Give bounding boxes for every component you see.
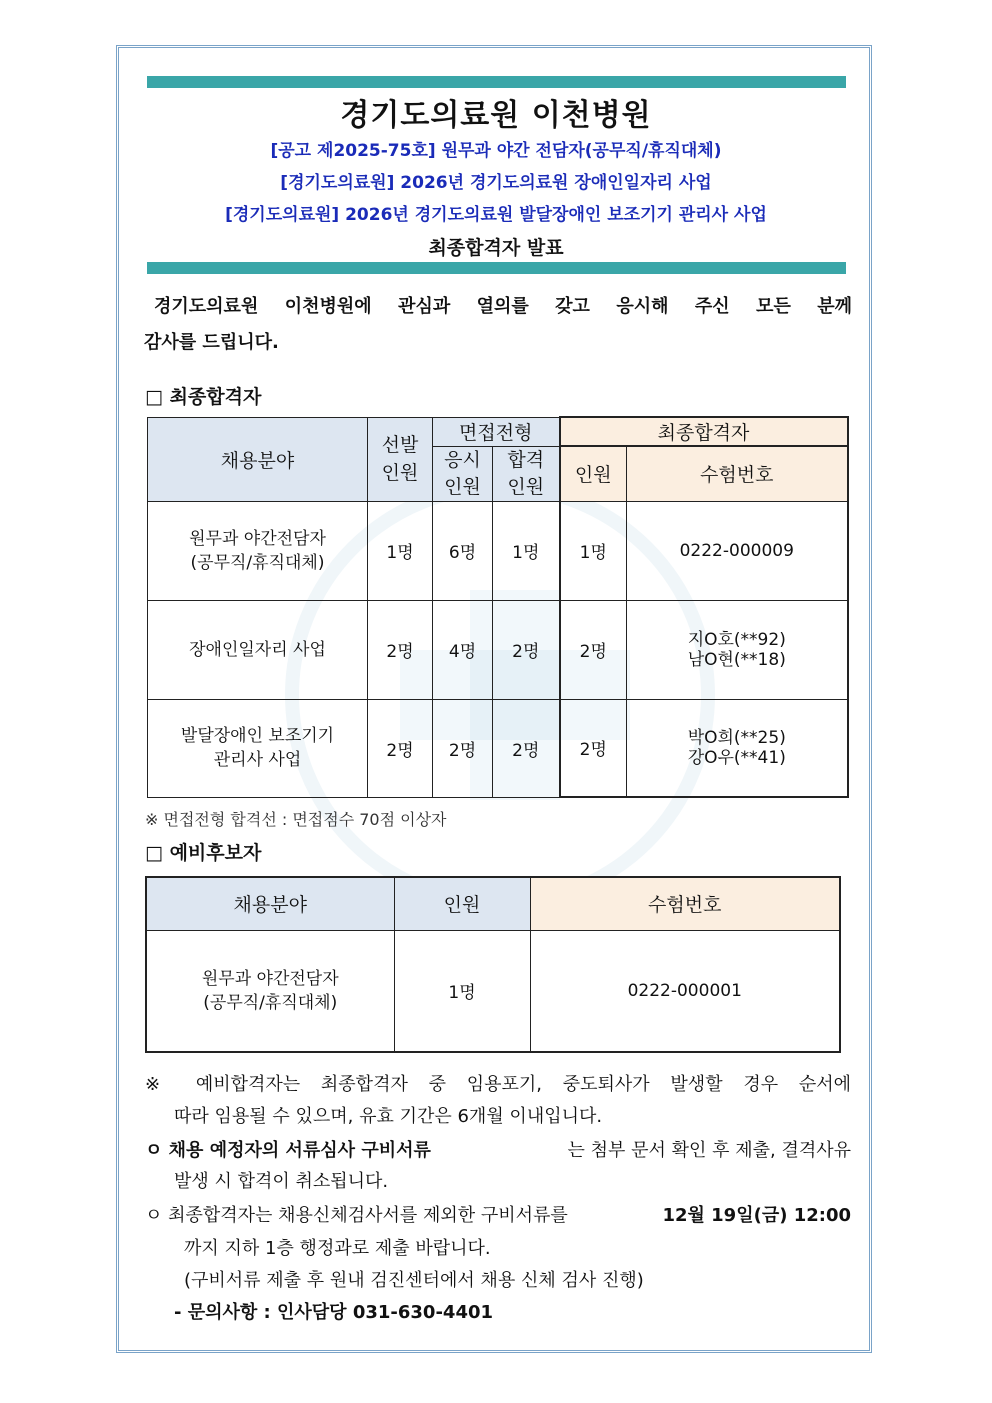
top-accent-bar bbox=[147, 76, 846, 88]
row-field: 장애인일자리 사업 bbox=[148, 600, 368, 699]
col-count-header: 인원 bbox=[560, 446, 627, 501]
row-passed: 2명 bbox=[493, 600, 560, 699]
row-count: 2명 bbox=[560, 699, 627, 797]
row-passed: 2명 bbox=[493, 699, 560, 797]
submission-notice-text: ㅇ 최종합격자는 채용신체검사서를 제외한 구비서류를 bbox=[145, 1205, 568, 1226]
final-section-heading: □ 최종합격자 bbox=[145, 386, 262, 408]
row-exam-no: 지O호(**92) 남O현(**18) bbox=[627, 600, 848, 699]
page-title: 경기도의료원 이천병원 bbox=[340, 98, 652, 133]
submission-notice-line-3: (구비서류 제출 후 원내 검진센터에서 채용 신체 검사 진행) bbox=[184, 1270, 644, 1291]
documents-notice-bold: ㅇ 채용 예정자의 서류심사 구비서류 bbox=[145, 1140, 431, 1161]
col-exam-no-header: 수험번호 bbox=[627, 446, 848, 501]
interview-cutoff-note: ※ 면접전형 합격선 : 면접점수 70점 이상자 bbox=[145, 810, 447, 829]
row-count: 2명 bbox=[560, 600, 627, 699]
page-subtitle: 최종합격자 발표 bbox=[428, 237, 564, 259]
bottom-accent-bar bbox=[147, 262, 846, 274]
row-applicants: 6명 bbox=[433, 501, 493, 600]
col-passed-header: 합격 인원 bbox=[493, 446, 560, 501]
reserve-table bbox=[145, 876, 841, 1053]
table-row bbox=[148, 501, 848, 600]
intro-line-2: 감사를 드립니다. bbox=[144, 332, 279, 353]
row-selection: 2명 bbox=[368, 699, 433, 797]
reserve-row-exam-no: 0222-000001 bbox=[530, 930, 840, 1052]
row-count: 1명 bbox=[560, 501, 627, 600]
row-exam-no: 0222-000009 bbox=[627, 501, 848, 600]
row-field: 발달장애인 보조기기 관리사 사업 bbox=[148, 699, 368, 797]
documents-notice-line-1 bbox=[145, 1135, 851, 1167]
col-field-header: 채용분야 bbox=[148, 417, 368, 501]
reserve-col-field-header: 채용분야 bbox=[146, 877, 394, 930]
row-applicants: 4명 bbox=[433, 600, 493, 699]
documents-notice-rest: 는 첨부 문서 확인 후 제출, 결격사유 bbox=[567, 1140, 851, 1161]
notice-line-2: [경기도의료원] 2026년 경기도의료원 장애인일자리 사업 bbox=[280, 173, 712, 193]
final-results-table bbox=[147, 416, 849, 798]
reserve-note-line-2: 따라 임용될 수 있으며, 유효 기간은 6개월 이내입니다. bbox=[174, 1106, 603, 1127]
intro-line-1: 경기도의료원 이천병원에 관심과 열의를 갖고 응시해 주신 모든 분께 bbox=[154, 296, 852, 317]
notice-line-3: [경기도의료원] 2026년 경기도의료원 발달장애인 보조기기 관리사 사업 bbox=[225, 205, 767, 225]
notice-line-1: [공고 제2025-75호] 원무과 야간 전담자(공무직/휴직대체) bbox=[270, 141, 722, 161]
submission-notice-line-1 bbox=[145, 1200, 851, 1232]
row-exam-no: 박O희(**25) 강O우(**41) bbox=[627, 699, 848, 797]
documents-notice-line-2: 발생 시 합격이 취소됩니다. bbox=[174, 1171, 389, 1192]
row-field: 원무과 야간전담자 (공무직/휴직대체) bbox=[148, 501, 368, 600]
reserve-note-line-1: ※ 예비합격자는 최종합격자 중 임용포기, 중도퇴사가 발생할 경우 순서에 bbox=[145, 1074, 851, 1095]
col-applicants-header: 응시 인원 bbox=[433, 446, 493, 501]
col-final-header: 최종합격자 bbox=[560, 417, 848, 446]
col-interview-header: 면접전형 bbox=[433, 417, 560, 446]
submission-notice-line-2: 까지 지하 1층 행정과로 제출 바랍니다. bbox=[184, 1238, 491, 1259]
row-selection: 2명 bbox=[368, 600, 433, 699]
reserve-col-count-header: 인원 bbox=[394, 877, 530, 930]
row-passed: 1명 bbox=[493, 501, 560, 600]
submission-deadline: 12월 19일(금) 12:00 bbox=[662, 1205, 851, 1226]
reserve-section-heading: □ 예비후보자 bbox=[145, 842, 262, 864]
row-applicants: 2명 bbox=[433, 699, 493, 797]
table-row bbox=[148, 699, 848, 797]
reserve-col-exam-no-header: 수험번호 bbox=[530, 877, 840, 930]
col-selection-header: 선발 인원 bbox=[368, 417, 433, 501]
reserve-row-field: 원무과 야간전담자 (공무직/휴직대체) bbox=[146, 930, 394, 1052]
reserve-row-count: 1명 bbox=[394, 930, 530, 1052]
row-selection: 1명 bbox=[368, 501, 433, 600]
table-row bbox=[146, 930, 840, 1052]
table-row bbox=[148, 600, 848, 699]
contact-info: - 문의사항 : 인사담당 031-630-4401 bbox=[174, 1302, 494, 1323]
